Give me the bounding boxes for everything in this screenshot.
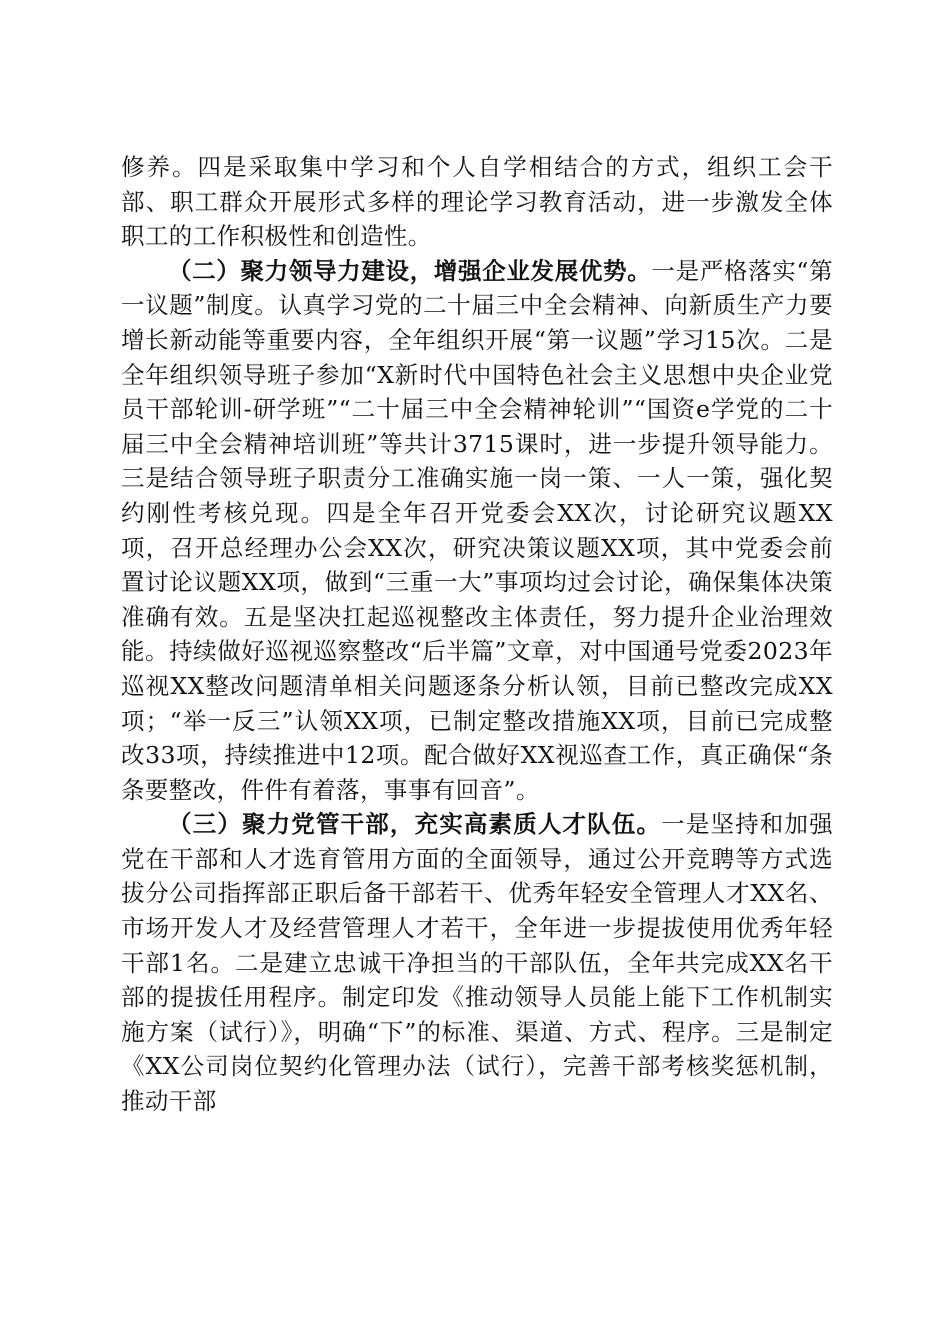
paragraph-1 [121,150,833,254]
section-2-heading: （二）聚力领导力建设，增强企业发展优势。 [168,256,652,285]
paragraph-3-text: 一是坚持和加强党在干部和人才选育管用方面的全面领导，通过公开竞聘等方式选拔分公司指挥部正职后备干部若干、优秀年轻安全管理人才XX名、市场开发人才及经营管理人才若干，全年进一步提拔使用优秀年轻干部1名。二是建立忠诚干净担当的干部队伍，全年共完成XX名干部的提拔任用程序。制定印发《推动领导人员能上能下工作机制实施方案（试行）》，明确“下”的标准、渠道、方式、程序。三是制定《XX公司岗位契约化管理办法（试行），完善干部考核奖惩机制，推动干部 [121,810,833,1116]
paragraph-2 [121,254,833,808]
document-body [121,150,833,1119]
paragraph-2-text: 一是严格落实“第一议题”制度。认真学习党的二十届三中全会精神、向新质生产力要增长新动能等重要内容，全年组织开展“第一议题”学习15次。二是全年组织领导班子参加“X新时代中国特色社会主义思想中央企业党员干部轮训-研学班”“二十届三中全会精神轮训”“国资e学党的二十届三中全会精神培训班”等共计3715课时，进一步提升领导能力。三是结合领导班子职责分工准确实施一岗一策、一人一策，强化契约刚性考核兑现。四是全年召开党委会XX次，讨论研究议题XX项，召开总经理办公会XX次，研究决策议题XX项，其中党委会前置讨论议题XX项，做到“三重一大”事项均过会讨论，确保集体决策准确有效。五是坚决扛起巡视整改主体责任，努力提升企业治理效能。持续做好巡视巡察整改“后半篇”文章，对中国通号党委2023年巡视XX整改问题清单相关问题逐条分析认领，目前已整改完成XX项；“举一反三”认领XX项，已制定整改措施XX项，目前已完成整改33项，持续推进中12项。配合做好XX视巡查工作，真正确保“条条要整改，件件有着落，事事有回音”。 [121,256,834,804]
section-3-heading: （三）聚力党管干部，充实高素质人才队伍。 [168,810,662,839]
paragraph-3 [121,807,833,1118]
paragraph-1-text: 修养。四是采取集中学习和个人自学相结合的方式，组织工会干部、职工群众开展形式多样的理论学习教育活动，进一步激发全体职工的工作积极性和创造性。 [121,153,833,251]
